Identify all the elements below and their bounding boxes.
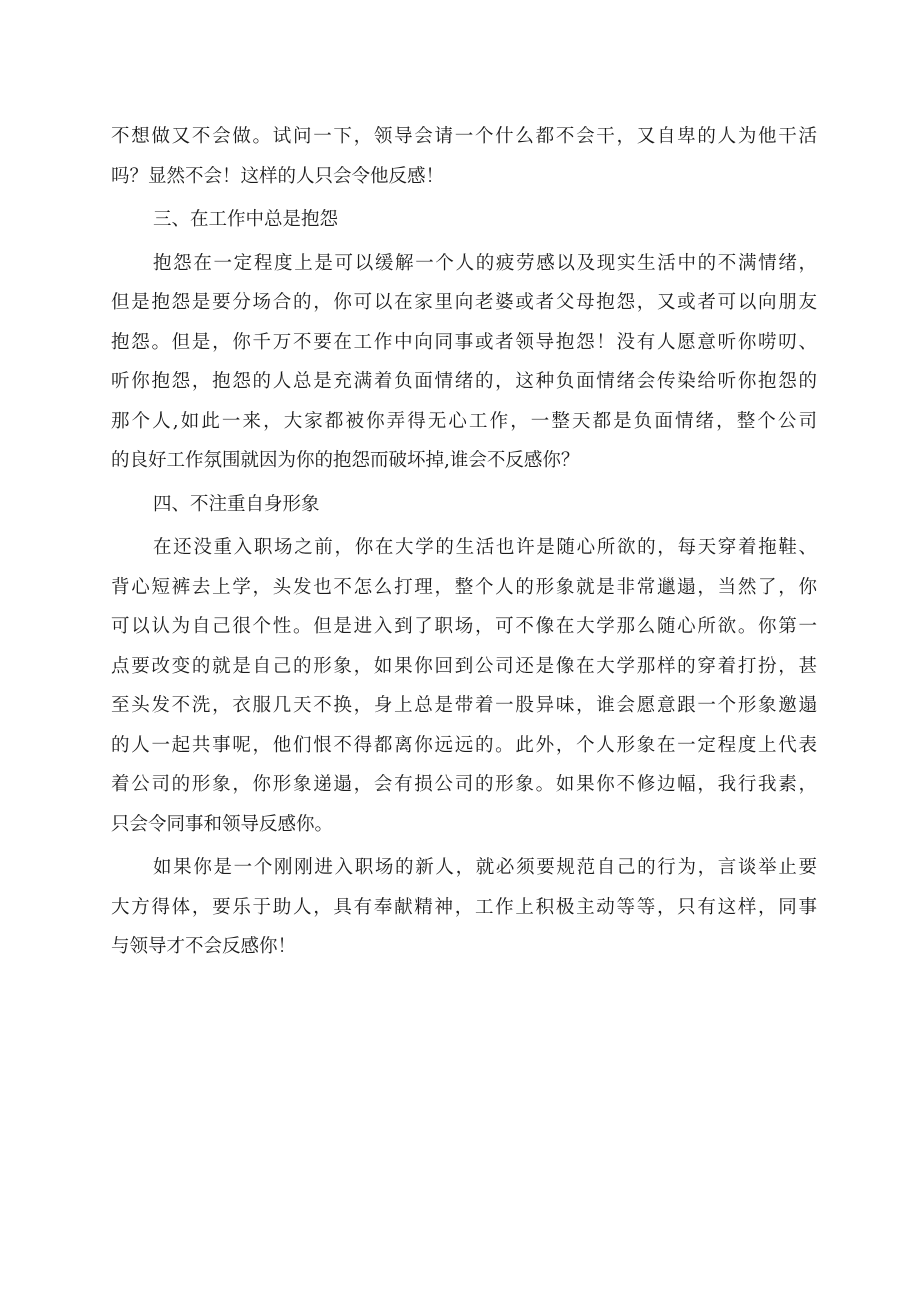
- text-line: 可以认为自己很个性。但是进入到了职场，可不像在大学那么随心所欲。你第一: [111, 616, 817, 637]
- text-line: 与领导才不会反感你！: [111, 936, 297, 957]
- text-line: 那个人,如此一来，大家都被你弄得无心工作，一整天都是负面情绪，整个公司: [111, 410, 817, 432]
- text-line: 的良好工作氛围就因为你的抱怨而破坏掉,谁会不反感你？: [111, 450, 580, 471]
- text-line: 但是抱怨是要分场合的，你可以在家里向老婆或者父母抱怨，又或者可以向朋友: [111, 292, 817, 313]
- text-line: 吗？显然不会！这样的人只会令他反感！: [111, 165, 445, 187]
- text-line: 抱怨。但是，你千万不要在工作中向同事或者领导抱怨！没有人愿意听你唠叨、: [111, 331, 817, 353]
- text-line: 听你抱怨，抱怨的人总是充满着负面情绪的，这种负面情绪会传染给听你抱怨的: [111, 371, 817, 392]
- text-line: 背心短裤去上学，头发也不怎么打理，整个人的形象就是非常邋遢，当然了，你: [111, 576, 817, 598]
- paragraph: [111, 528, 817, 844]
- section-heading: [111, 200, 817, 240]
- paragraph: [111, 244, 817, 481]
- text-line: 点要改变的就是自己的形象，如果你回到公司还是像在大学那样的穿着打扮，甚: [111, 655, 817, 677]
- text-line: 着公司的形象，你形象递遢，会有损公司的形象。如果你不修边幅，我行我素，: [111, 774, 817, 795]
- section-heading-text: 三、在工作中总是抱怨: [153, 209, 339, 230]
- text-line: 至头发不洗，衣服几天不换，身上总是带着一股异味，谁会愿意跟一个形象邀遢: [111, 695, 817, 716]
- section-heading-text: 四、不注重自身形象: [153, 493, 320, 515]
- paragraph: [111, 117, 817, 196]
- document-body: [111, 117, 817, 967]
- text-line: 的人一起共事呢，他们恨不得都离你远远的。此外，个人形象在一定程度上代表: [111, 734, 817, 756]
- paragraph: [111, 848, 817, 967]
- text-line: 如果你是一个刚刚进入职场的新人，就必须要规范自己的行为，言谈举止要: [153, 857, 817, 878]
- text-line: 抱怨在一定程度上是可以缓解一个人的疲劳感以及现实生活中的不满情绪，: [153, 252, 817, 274]
- text-line: 在还没重入职场之前，你在大学的生活也许是随心所欲的，每天穿着拖鞋、: [153, 537, 817, 558]
- text-line: 只会令同事和领导反感你。: [111, 813, 334, 835]
- text-line: 大方得体，要乐于助人，具有奉献精神，工作上积极主动等等，只有这样，同事: [111, 896, 817, 918]
- section-heading: [111, 485, 817, 525]
- text-line: 不想做又不会做。试问一下，领导会请一个什么都不会干，又自卑的人为他干活: [111, 126, 817, 147]
